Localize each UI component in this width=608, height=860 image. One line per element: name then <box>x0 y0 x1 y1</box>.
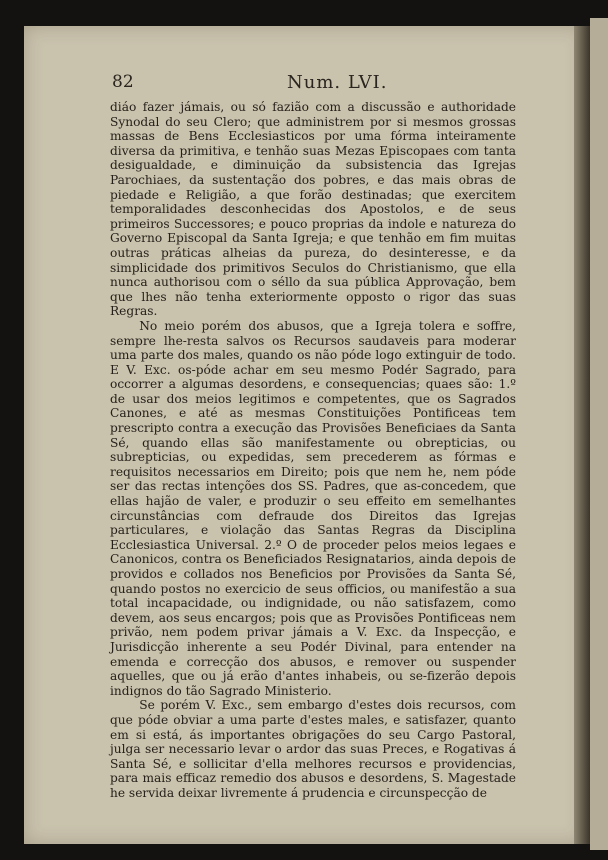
binding-gutter <box>574 26 590 844</box>
running-head: Num. LVI. <box>287 72 388 93</box>
adjacent-page-edge <box>590 18 608 850</box>
body-text <box>110 100 516 801</box>
paragraph-santa-se: Se porém V. Exc., sem embargo d'estes dois recursos, com que póde obviar a uma parte d'estes males, e satisfazer, quanto em si está, ás importantes obrigações do seu Cargo Pastoral, julga ser necessario levar o ardor das suas Preces, e Rogativas á Santa Sé, e sollicitar d'ella melhores recursos e providencias, para mais efficaz remedio dos abusos e desordens, S. Magestade he servida deixar livremente á prudencia e circunspecção de <box>110 698 516 800</box>
page-number: 82 <box>112 72 134 92</box>
paragraph-continued: diáo fazer jámais, ou só fazião com a discussão e authoridade Synodal do seu Clero; que administrem por si mesmos grossas massas de Bens Ecclesiasticos por uma fórma inteiramente diversa da primitiva, e tenhão suas Mezas Episcopaes com tanta desigualdade, e diminuição da subsistencia das Igrejas Parochiaes, da sustentação dos pobres, e das mais obras de piedade e Religião, a que forão destinadas; que exercitem temporalidades desconhecidas dos Apostolos, e de seus primeiros Successores; e pouco proprias da indole e natureza do Governo Episcopal da Santa Igreja; e que tenhão em fim muitas outras práticas alheias da pureza, do desinteresse, e da simplicidade dos primitivos Seculos do Christianismo, que ella nunca authorisou com o séllo da sua pública Approvação, bem que lhes não tenha exteriormente opposto o rigor das suas Regras. <box>110 100 516 319</box>
page-header <box>112 72 532 96</box>
paragraph-recursos: No meio porém dos abusos, que a Igreja tolera e soffre, sempre lhe-resta salvos os Recursos saudaveis para moderar uma parte dos males, quando os não póde logo extinguir de todo. E V. Exc. os-póde achar em seu mesmo Podér Sagrado, para occorrer a algumas desordens, e consequencias; quaes são: 1.º de usar dos meios legitimos e competentes, que os Sagrados Canones, e até as mesmas Constituições Pontificeas tem prescripto contra a execução das Provisões Beneficiaes da Santa Sé, quando ellas são manifestamente ou obrepticias, ou subrepticias, ou expedidas, sem precederem as fórmas e requisitos necessarios em Direito; pois que nem he, nem póde ser das rectas intenções dos SS. Padres, que as-concedem, que ellas hajão de valer, e produzir o seu effeito em semelhantes circunstâncias com defraude dos Direitos das Igrejas particulares, e violação das Santas Regras da Disciplina Ecclesiastica Universal. 2.º O de proceder pelos meios legaes e Canonicos, contra os Beneficiados Resignatarios, ainda depois de providos e collados nos Beneficios por Provisões da Santa Sé, quando postos no exercicio de seus officios, ou manifestão a sua total incapacidade, ou indignidade, ou não satisfazem, como devem, aos seus encargos; pois que as Provisões Pontificeas nem privão, nem podem privar jámais a V. Exc. da Inspecção, e Jurisdicção inherente a seu Podér Divinal, para entender na emenda e correcção dos abusos, e remover ou suspender aquelles, que ou já erão d'antes inhabeis, ou se-fizerão depois indignos do tão Sagrado Ministerio. <box>110 318 516 698</box>
